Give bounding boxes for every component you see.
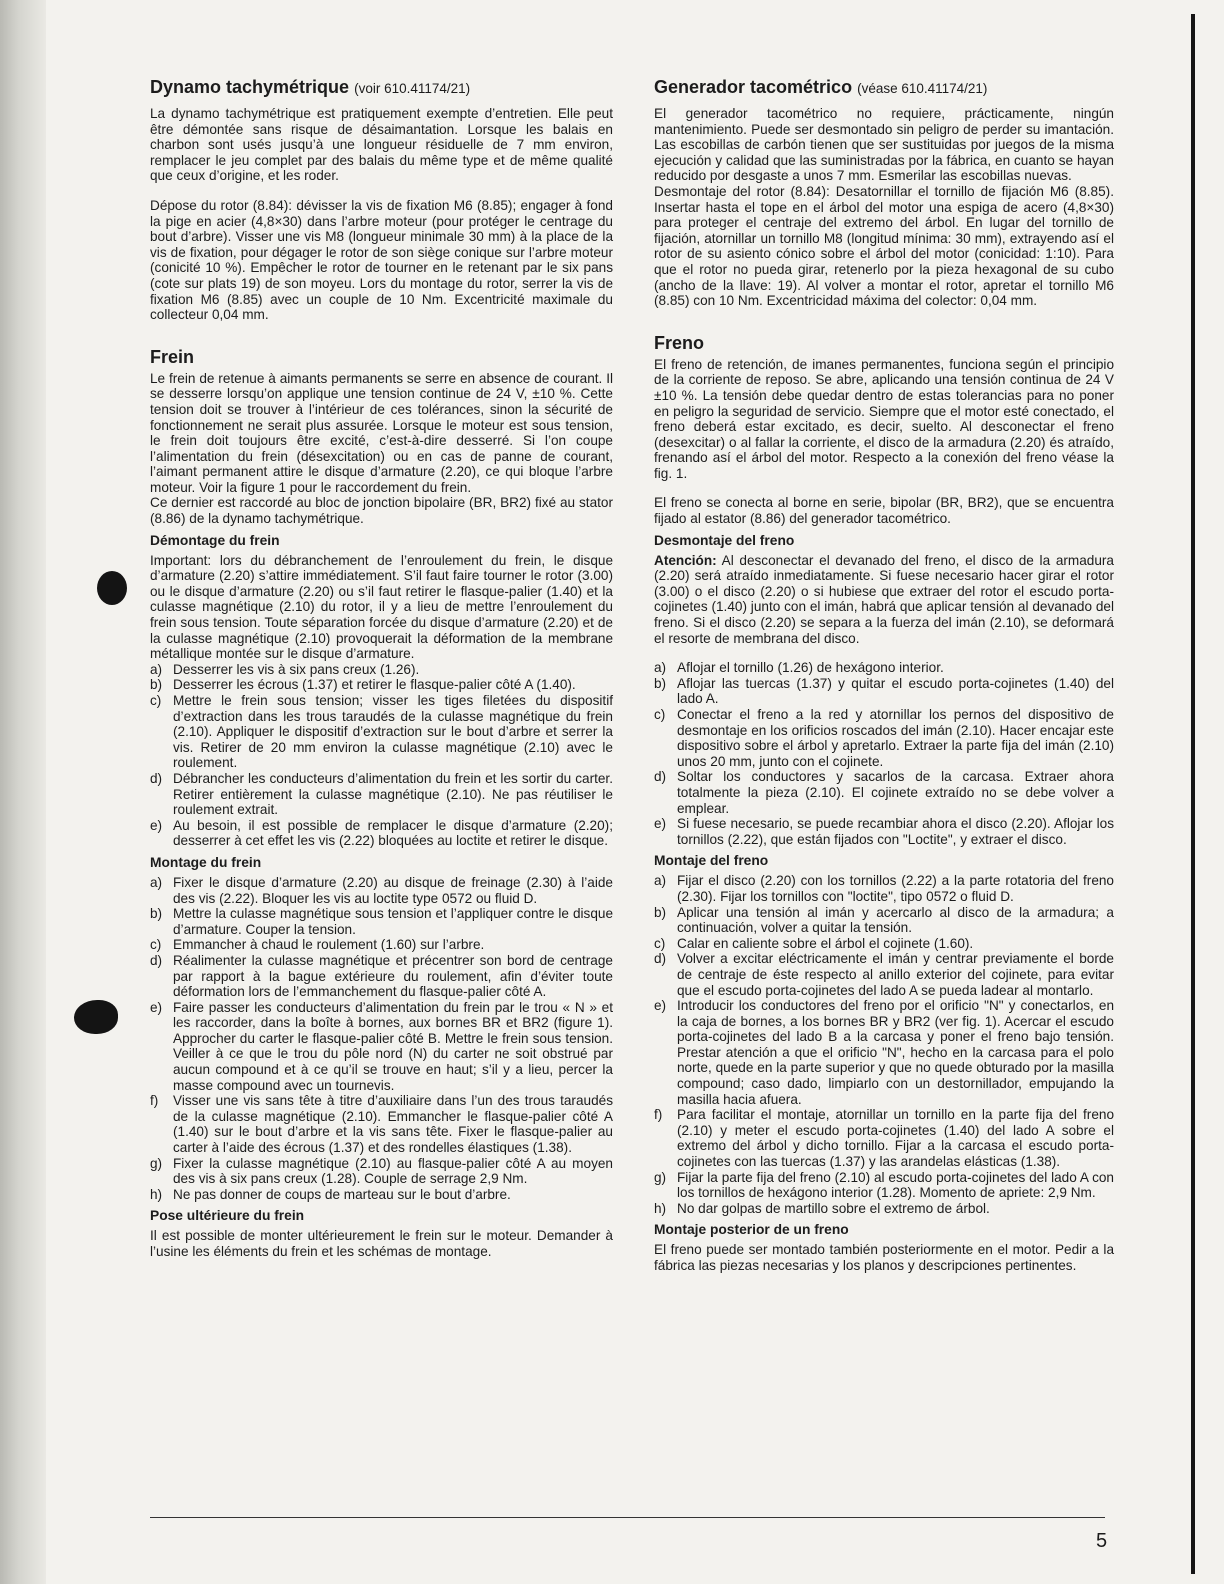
list-item: c) Conectar el freno a la red y atornillar los pernos del dispositivo de desmontaje en los orificios roscados del imán (2.10). Hacer encajar este dispositivo sobre el árbol y apretarlo. Extraer la parte fija del imán (2.10) unos 20 mm, junto con el cojinete.: [654, 707, 1114, 769]
list-item: f) Para facilitar el montaje, atornillar un tornillo en la parte fija del freno (2.10) y meter el escudo porta-cojinetes (1.40) del lado A sobre el extremo del árbol y dicho tornillo. Fijar a la carcasa el escudo porta-cojinetes con las tuercas (1.37) y las arandelas elásticas (1.38).: [654, 1107, 1114, 1170]
generador-paragraph-1: El generador tacométrico no requiere, prácticamente, ningún mantenimiento. Puede ser desmontado sin peligro de perder su imantación. Las escobillas de carbón tienen que ser sustituidas por juegos de la misma ejecución y calidad que las suministradas por la fábrica, en cuanto se hayan reducido por desgaste a unos 7 mm. Esmerilar las escobillas nuevas.: [654, 106, 1114, 184]
list-item: d) Réalimenter la culasse magnétique et précentrer son bord de centrage par rapport à la bague extérieure du roulement, afin d’éviter toute déformation lors de l’emmanchement du flasque-palier côté A.: [150, 952, 613, 1000]
freno-paragraph-1: El freno de retención, de imanes permanentes, funciona según el principio de la corriente de reposo. Se abre, aplicando una tensión continua de 24 V ±10 %. La tensión debe quedar dentro de estas tolerancias para no poner en peligro la seguridad de servicio. Siempre que el motor esté conectado, el freno deberá estar excitado, es decir, suelto. Al desconectar el freno (desexcitar) o al fallar la corriente, el disco de la armadura (2.20) és atraído, frenando así el árbol del motor. Respecto a la conexión del freno véase la fig. 1.: [654, 356, 1114, 481]
punch-hole-upper: [97, 571, 127, 605]
desmontaje-intro: Atención: Al desconectar el devanado del freno, el disco de la armadura (2.20) será atraído inmediatamente. Si fuese necesario hacer girar el rotor (3.00) o el disco (2.20) o si hubiese que extraer del rotor el escudo porta-cojinetes (1.40) junto con el imán, habrá que aplicar tensión al devanado del freno. Si el disco (2.20) se separa a la fuerza del imán (2.10), se deformará el resorte de membrana del disco.: [654, 552, 1114, 646]
dynamo-paragraph-1: La dynamo tachymétrique est pratiquement exempte d’entretien. Elle peut être démontée sans risque de désaimantation. Lorsque les balais en charbon sont usés jusqu’à une longueur résiduelle de 7 mm environ, remplacer le jeu complet par des balais du même type et de même qualité que ceux d’origine, et les roder.: [150, 106, 613, 184]
list-item: b) Desserrer les écrous (1.37) et retirer le flasque-palier côté A (1.40).: [150, 677, 576, 693]
list-item: a) Desserrer les vis à six pans creux (1.26).: [150, 661, 420, 677]
section-heading-dynamo: Dynamo tachymétrique (voir 610.41174/21): [150, 77, 471, 97]
subheading-montage: Montage du frein: [150, 854, 262, 870]
list-item: d) Soltar los conductores y sacarlos de la carcasa. Extraer ahora totalmente la pieza (2.10). El cojinete extraído no se debe volver a emplear.: [654, 769, 1114, 816]
list-item: e) Faire passer les conducteurs d’alimentation du frein par le trou « N » et les raccorder, dans la boîte à bornes, aux bornes BR et BR2 (figure 1). Approcher du carter le flasque-palier côté B. Mettre le frein sous tension. Veiller à ce que le trou du pôle nord (N) du carter ne soit obstrué par aucun compound et à ce qu’il se trouve en haut; s’il y a lieu, percer la masse compound avec un tournevis.: [150, 999, 613, 1093]
section-heading-freno: Freno: [654, 332, 705, 353]
list-item: a) Fijar el disco (2.20) con los tornillos (2.22) a la parte rotatoria del freno (2.30). Fijar los tornillos con "loctite", tipo 0572 o fluid D.: [654, 873, 1114, 904]
posterior-paragraph: El freno puede ser montado también posteriormente en el motor. Pedir a la fábrica las piezas necesarias y los planos y descripciones pertinentes.: [654, 1242, 1114, 1273]
list-item: e) Introducir los conductores del freno por el orificio "N" y conectarlos, en la caja de bornes, a los bornes BR y BR2 (ver fig. 1). Acercar el escudo porta-cojinetes del lado B a la carcasa y poner el freno bajo tensión. Prestar atención a que el orificio "N", hecho en la carcasa para el polo norte, quede en la parte superior y que no quede obturado por la masilla compound; caso dado, limpiarlo con un destornillador, empujando la masilla hacia afuera.: [654, 998, 1114, 1107]
footer-rule: [150, 1517, 1105, 1518]
generador-reference: (véase 610.41174/21): [857, 81, 988, 96]
list-item: c) Calar en caliente sobre el árbol el cojinete (1.60).: [654, 935, 974, 951]
french-column: [150, 76, 613, 1260]
list-item: d) Débrancher les conducteurs d’alimentation du frein et les sortir du carter. Retirer entièrement la culasse magnétique (2.10). Ne pas réutiliser le roulement extrait.: [150, 770, 613, 818]
generador-paragraph-2: Desmontaje del rotor (8.84): Desatornillar el tornillo de fijación M6 (8.85). Insertar hasta el tope en el árbol del motor una espiga de acero (4,8×30) para proteger el centraje del extremo del árbol. En lugar del tornillo de fijación, atornillar un tornillo M8 (longitud mínima: 30 mm), extrayendo así el rotor de su asiento cónico sobre el árbol del motor (conicidad: 1:10). Para que el rotor no pueda girar, retenerlo por la pieza hexagonal de su cubo (ancho de la llave: 19). Al volver a montar el rotor, apretar el tornillo M6 (8.85) con 10 Nm. Excentricidad máxima del colector: 0,04 mm.: [654, 183, 1114, 309]
list-item: b) Mettre la culasse magnétique sous tension et l’appliquer contre le disque d’armature. Couper la tension.: [150, 906, 613, 937]
list-item: a) Aflojar el tornillo (1.26) de hexágono interior.: [654, 660, 944, 676]
list-item: h) No dar golpas de martillo sobre el extremo de árbol.: [654, 1200, 990, 1216]
section-heading-frein: Frein: [150, 346, 195, 367]
right-margin-rule: [1191, 14, 1195, 1574]
spanish-column: [654, 76, 1114, 1274]
list-item: g) Fixer la culasse magnétique (2.10) au flasque-palier côté A au moyen des vis à six pans creux (1.28). Couple de serrage 2,9 Nm.: [150, 1155, 613, 1187]
dynamo-paragraph-2: Dépose du rotor (8.84): dévisser la vis de fixation M6 (8.85); engager à fond la pige en acier (4,8×30) dans l’arbre moteur (pour protéger le centrage du bout d’arbre). Visser une vis M8 (longueur minimale 30 mm) à la place de la vis de fixation, pour dégager le rotor de son siège conique sur l’arbre moteur (conicité 10 %). Empêcher le rotor de tourner en le retenant par le six pans (cote sur plats 19) de son moyeu. Lors du montage du rotor, serrer la vis de fixation M6 (8.85) avec un couple de 10 Nm. Excentricité maximale du collecteur 0,04 mm.: [150, 197, 613, 323]
list-item: h) Ne pas donner de coups de marteau sur le bout d’arbre.: [150, 1186, 511, 1202]
section-heading-generador: Generador tacométrico (véase 610.41174/21): [654, 77, 988, 97]
freno-paragraph-2: El freno se conecta al borne en serie, bipolar (BR, BR2), que se encuentra fijado al estator (8.86) del generador tacométrico.: [654, 495, 1114, 527]
dynamo-reference: (voir 610.41174/21): [354, 81, 471, 96]
list-item: a) Fixer le disque d’armature (2.20) au disque de freinage (2.30) à l’aide des vis (2.22). Bloquer les vis au loctite type 0572 ou fluid D.: [150, 874, 613, 906]
subheading-desmontaje: Desmontaje del freno: [654, 532, 795, 548]
binding-edge-shadow: [0, 0, 46, 1584]
list-item: f) Visser une vis sans tête à titre d’auxiliaire dans l’un des trous taraudés de la culasse magnétique (2.10). Emmancher le flasque-palier côté A (1.40) sur le bout d’arbre et la vis sans tête. Fixer le flasque-palier au carter à l’aide des écrous (1.37) et des rondelles élastiques (1.38).: [150, 1093, 613, 1156]
demontage-intro: Important: lors du débranchement de l’enroulement du frein, le disque d’armature (2.20) s’attire immédiatement. S’il faut faire tourner le rotor (3.00) ou le disque d’armature (2.20) ou s’il faut retirer le flasque-palier (1.40) et la culasse magnétique (2.10) du rotor, il y a lieu de mettre l’enroulement du frein sous tension. Toute séparation forcée du disque d’armature (2.20) et de la culasse magnétique (2.10) provoquerait la déformation de la membrane métallique montée sur le disque d’armature.: [150, 552, 613, 662]
subheading-montaje: Montaje del freno: [654, 853, 769, 869]
list-item: c) Emmancher à chaud le roulement (1.60) sur l’arbre.: [150, 937, 485, 953]
list-item: c) Mettre le frein sous tension; visser les tiges filetées du dispositif d’extraction dans les trous taraudés de la culasse magnétique du frein (2.10). Appliquer le dispositif d’extraction sur le bout d’arbre et serrer la vis. Retirer de 20 mm environ la culasse magnétique (2.10) avec le roulement.: [150, 693, 613, 771]
list-item: g) Fijar la parte fija del freno (2.10) al escudo porta-cojinetes del lado A con los tornillos de hexágono interior (1.28). Momento de apriete: 2,9 Nm.: [654, 1169, 1114, 1201]
frein-paragraph-2: Ce dernier est raccordé au bloc de jonction bipolaire (BR, BR2) fixé au stator (8.86) de la dynamo tachymétrique.: [150, 495, 613, 527]
frein-paragraph-1: Le frein de retenue à aimants permanents se serre en absence de courant. Il se desserre lorsqu’on applique une tension continue de 24 V, ±10 %. Cette tension doit se trouver à l’intérieur de ces tolérances, sinon la sécurité de fonctionnement ne serait plus assurée. Lorsque le moteur est sous tension, le frein doit toujours être excité, c’est-à-dire desserré. Si l’on coupe l’alimentation du frein (désexcitation) ou en cas de panne de courant, l’aimant permanent attire le disque d’armature (2.20), ce qui bloque l’arbre moteur. Voir la figure 1 pour le raccordement du frein.: [150, 370, 613, 495]
list-item: b) Aflojar las tuercas (1.37) y quitar el escudo porta-cojinetes (1.40) del lado A.: [654, 675, 1114, 707]
page-number: 5: [1096, 1530, 1108, 1552]
demontage-steps: [150, 662, 613, 849]
punch-hole-lower: [74, 1000, 118, 1034]
pose-paragraph: Il est possible de monter ultérieurement le frein sur le moteur. Demander à l’usine les éléments du frein et les schémas de montage.: [150, 1228, 613, 1259]
desmontaje-steps: [654, 660, 1114, 847]
list-item: b) Aplicar una tensión al imán y acercarlo al disco de la armadura; a continuación, volver a quitar la tensión.: [654, 904, 1114, 936]
list-item: e) Si fuese necesario, se puede recambiar ahora el disco (2.20). Aflojar los tornillos (2.22), que están fijados con "Loctite", y extraer el disco.: [654, 816, 1114, 847]
montage-steps: [150, 875, 613, 1202]
montaje-steps: [654, 873, 1114, 1216]
subheading-pose-ulterieure: Pose ultérieure du frein: [150, 1208, 305, 1224]
subheading-demontage: Démontage du frein: [150, 532, 280, 548]
list-item: d) Volver a excitar eléctricamente el imán y centrar previamente el borde de centraje de éste respecto al anillo exterior del cojinete, para evitar que el escudo porta-cojinetes del lado A se pueda ladear al montarlo.: [654, 951, 1114, 998]
subheading-montaje-posterior: Montaje posterior de un freno: [654, 1222, 849, 1238]
list-item: e) Au besoin, il est possible de remplacer le disque d’armature (2.20); desserrer à cet effet les vis (2.22) bloquées au loctite et retirer le disque.: [150, 817, 613, 849]
